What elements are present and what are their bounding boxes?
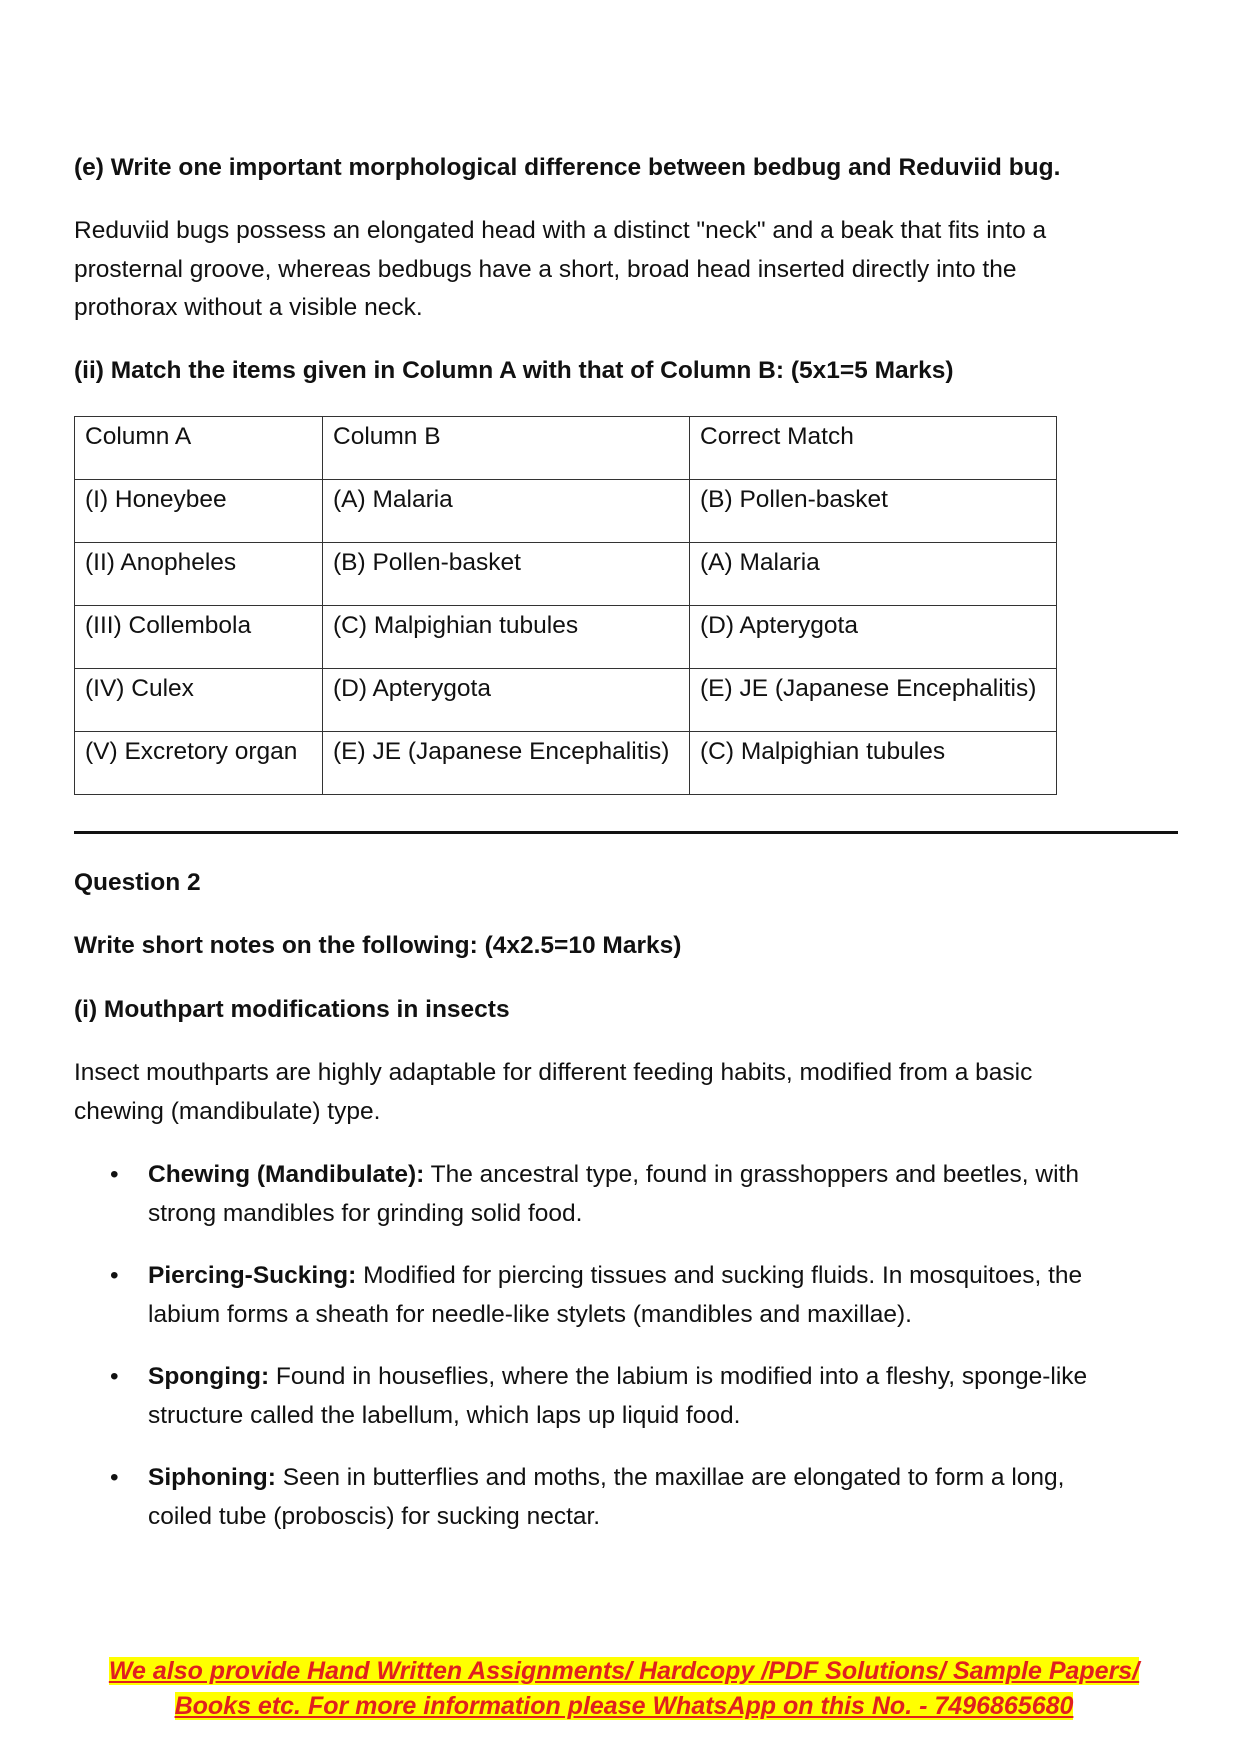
- table-cell: (II) Anopheles: [75, 543, 323, 606]
- bullet-term: Chewing (Mandibulate):: [148, 1161, 425, 1188]
- table-cell: (B) Pollen-basket: [323, 543, 690, 606]
- question-title: Question 2: [74, 869, 201, 896]
- table-cell: (D) Apterygota: [323, 669, 690, 732]
- bullet-text: labium forms a sheath for needle-like stylets (mandibles and maxillae).: [148, 1300, 912, 1328]
- table-row: [75, 606, 1057, 669]
- table-row: [75, 543, 1057, 606]
- table-row: [75, 480, 1057, 543]
- bullet-term: Piercing-Sucking:: [148, 1262, 357, 1289]
- bullet-text: structure called the labellum, which laps up liquid food.: [148, 1401, 741, 1429]
- bullet-icon: •: [110, 1363, 119, 1390]
- answer-line: prothorax without a visible neck.: [74, 294, 423, 321]
- column-header: Column B: [323, 417, 690, 480]
- table-row: [75, 732, 1057, 795]
- table-cell: (I) Honeybee: [75, 480, 323, 543]
- bullet-term: Siphoning:: [148, 1464, 276, 1491]
- bullet-text: The ancestral type, found in grasshoppers and beetles, with: [424, 1161, 1079, 1188]
- match-heading: (ii) Match the items given in Column A with that of Column B: (5x1=5 Marks): [74, 357, 954, 384]
- section-e-answer: [74, 212, 1046, 328]
- bullet-term: Sponging:: [148, 1363, 270, 1390]
- intro-paragraph: [74, 1054, 1032, 1131]
- table-cell: (B) Pollen-basket: [690, 480, 1057, 543]
- table-cell: (V) Excretory organ: [75, 732, 323, 795]
- match-table: [74, 416, 1057, 795]
- table-cell: (D) Apterygota: [690, 606, 1057, 669]
- bullet-text: coiled tube (proboscis) for sucking nectar.: [148, 1502, 601, 1530]
- subsection-heading: (i) Mouthpart modifications in insects: [74, 996, 510, 1023]
- promo-line: Books etc. For more information please WhatsApp on this No. - 7496865680: [174, 1692, 1074, 1720]
- table-cell: (IV) Culex: [75, 669, 323, 732]
- list-item: [74, 1156, 1087, 1233]
- table-header-row: [75, 417, 1057, 480]
- bullet-text: Seen in butterflies and moths, the maxillae are elongated to form a long,: [275, 1464, 1065, 1491]
- table-cell: (A) Malaria: [690, 543, 1057, 606]
- bullet-icon: •: [110, 1161, 119, 1188]
- section-divider: [74, 831, 1178, 834]
- table-cell: (C) Malpighian tubules: [323, 606, 690, 669]
- promo-footer: [96, 1654, 1152, 1724]
- table-cell: (E) JE (Japanese Encephalitis): [323, 732, 690, 795]
- table-cell: (E) JE (Japanese Encephalitis): [690, 669, 1057, 732]
- list-item: [74, 1358, 1087, 1435]
- list-item: [74, 1257, 1087, 1334]
- answer-line: prosternal groove, whereas bedbugs have a short, broad head inserted directly into the: [74, 255, 1017, 283]
- column-header: Correct Match: [690, 417, 1057, 480]
- mouthpart-list: [74, 1156, 1087, 1560]
- list-item: [74, 1459, 1087, 1536]
- bullet-icon: •: [110, 1262, 119, 1289]
- bullet-text: Modified for piercing tissues and sucking fluids. In mosquitoes, the: [356, 1262, 1083, 1289]
- table-cell: (C) Malpighian tubules: [690, 732, 1057, 795]
- column-header: Column A: [75, 417, 323, 480]
- section-e-heading: (e) Write one important morphological difference between bedbug and Reduviid bug.: [74, 154, 1061, 181]
- bullet-icon: •: [110, 1464, 119, 1491]
- answer-line: Reduviid bugs possess an elongated head with a distinct "neck" and a beak that fits into a: [74, 217, 1047, 244]
- intro-line: Insect mouthparts are highly adaptable for different feeding habits, modified from a basic: [74, 1059, 1033, 1086]
- bullet-text: strong mandibles for grinding solid food.: [148, 1199, 583, 1227]
- intro-line: chewing (mandibulate) type.: [74, 1097, 381, 1125]
- question-instruction: Write short notes on the following: (4x2.5=10 Marks): [74, 932, 682, 959]
- table-row: [75, 669, 1057, 732]
- promo-line: We also provide Hand Written Assignments/ Hardcopy /PDF Solutions/ Sample Papers/: [108, 1657, 1140, 1685]
- bullet-text: Found in houseflies, where the labium is modified into a fleshy, sponge-like: [269, 1363, 1088, 1390]
- table-cell: (A) Malaria: [323, 480, 690, 543]
- table-cell: (III) Collembola: [75, 606, 323, 669]
